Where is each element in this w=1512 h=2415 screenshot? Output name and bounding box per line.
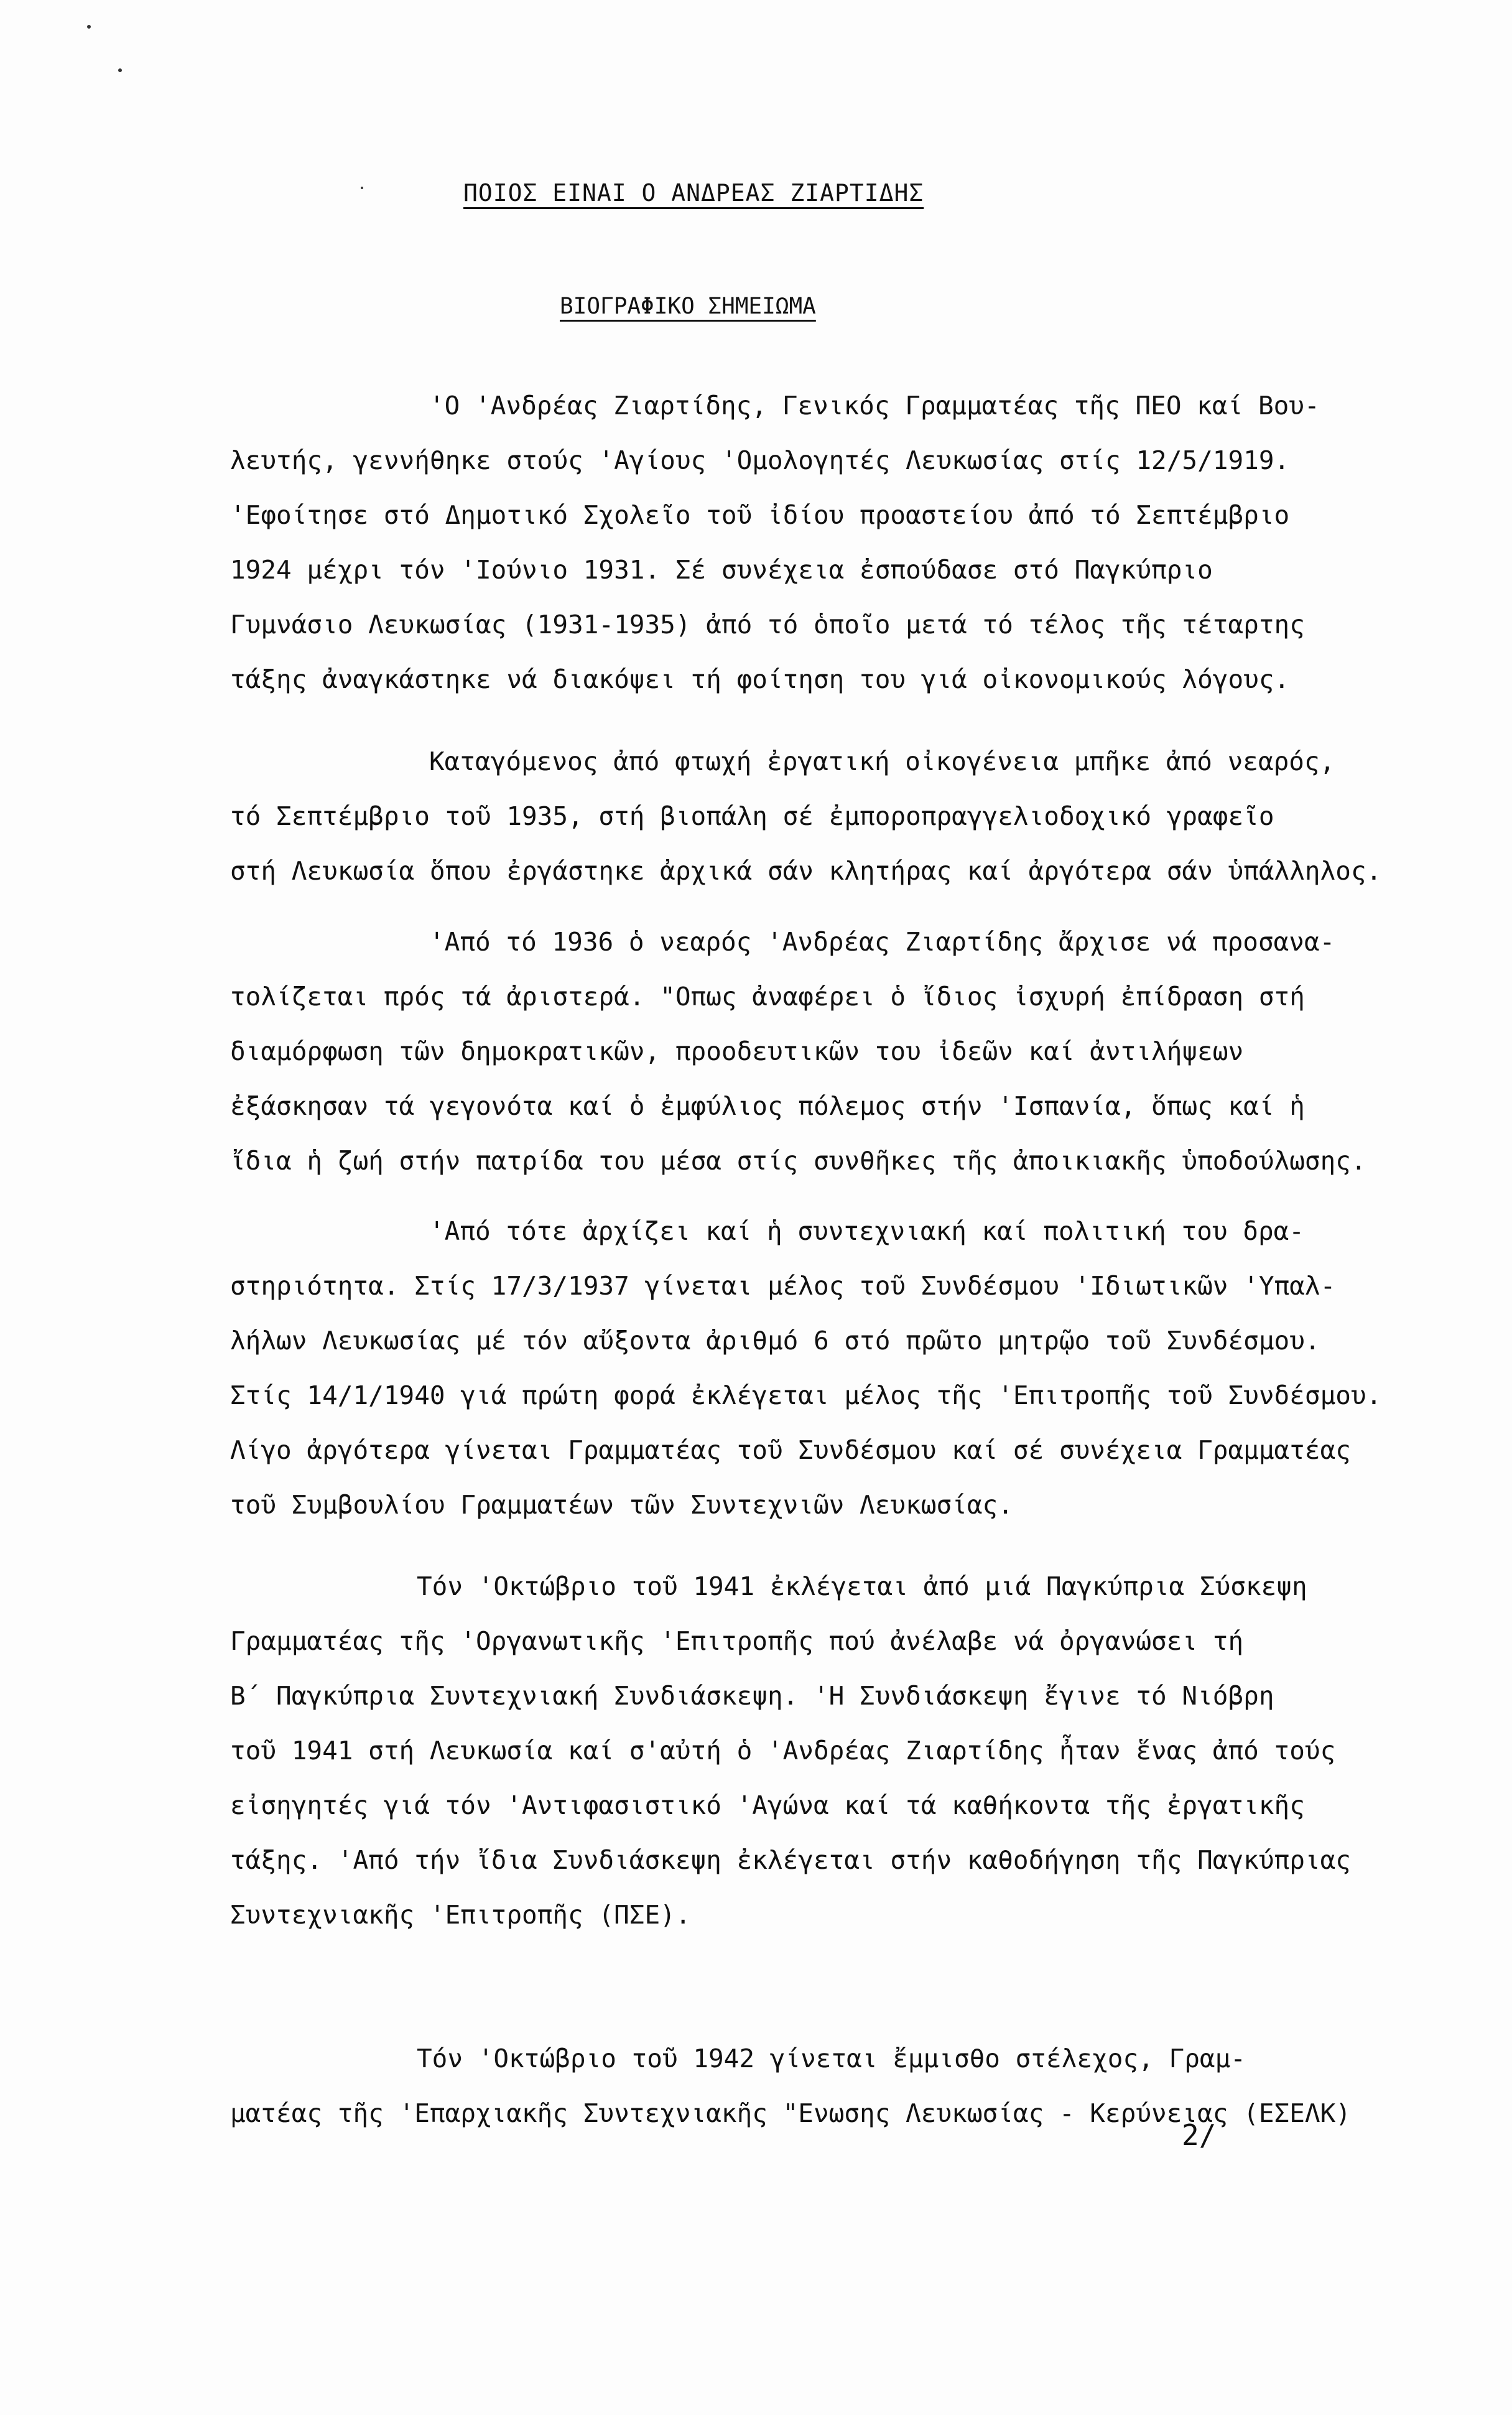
text-line: Λίγο ἀργότερα γίνεται Γραμματέας τοῦ Συνδέσμου καί σέ συνέχεια Γραμματέας — [230, 1435, 1351, 1465]
paragraph — [230, 734, 1381, 898]
text-line: Τόν 'Οκτώβριο τοῦ 1941 ἐκλέγεται ἀπό μιά Παγκύπρια Σύσκεψη — [417, 1571, 1307, 1601]
text-line: λήλων Λευκωσίας μέ τόν αὔξοντα ἀριθμό 6 στό πρῶτο μητρῷο τοῦ Συνδέσμου. — [230, 1326, 1320, 1356]
text-line: ματέας τῆς 'Επαρχιακῆς Συντεχνιακῆς "Ενωσης Λευκωσίας - Κερύνειας (ΕΣΕΛΚ) — [230, 2098, 1351, 2128]
text-line: λευτής, γεννήθηκε στούς 'Αγίους 'Ομολογητές Λευκωσίας στίς 12/5/1919. — [230, 445, 1290, 475]
scan-speck — [118, 68, 122, 72]
text-line: εἰσηγητές γιά τόν 'Αντιφασιστικό 'Αγώνα καί τά καθήκοντα τῆς ἐργατικῆς — [230, 1790, 1305, 1820]
text-line: τοῦ Συμβουλίου Γραμματέων τῶν Συντεχνιῶν Λευκωσίας. — [230, 1490, 1013, 1520]
text-line: Γραμματέας τῆς 'Οργανωτικῆς 'Επιτροπῆς πού ἀνέλαβε νά ὀργανώσει τή — [230, 1626, 1244, 1656]
text-line: ἴδια ἡ ζωή στήν πατρίδα του μέσα στίς συνθῆκες τῆς ἀποικιακῆς ὑποδούλωσης. — [230, 1146, 1366, 1176]
paragraph — [230, 1559, 1351, 1942]
text-line: Καταγόμενος ἀπό φτωχή ἐργατική οἰκογένεια μπῆκε ἀπό νεαρός, — [429, 747, 1335, 776]
text-line: τάξης. 'Από τήν ἴδια Συνδιάσκεψη ἐκλέγεται στήν καθοδήγηση τῆς Παγκύπριας — [230, 1845, 1351, 1875]
text-line: Γυμνάσιο Λευκωσίας (1931-1935) ἀπό τό ὁποῖο μετά τό τέλος τῆς τέταρτης — [230, 610, 1305, 640]
document-subtitle: ΒΙΟΓΡΑΦΙΚΟ ΣΗΜΕΙΩΜΑ — [560, 294, 816, 319]
scan-speck — [87, 25, 91, 29]
text-line: ἐξάσκησαν τά γεγονότα καί ὁ ἐμφύλιος πόλεμος στήν 'Ισπανία, ὅπως καί ἡ — [230, 1091, 1305, 1121]
text-line: Τόν 'Οκτώβριο τοῦ 1942 γίνεται ἔμμισθο στέλεχος, Γραμ- — [417, 2044, 1246, 2073]
text-line: Στίς 14/1/1940 γιά πρώτη φορά ἐκλέγεται μέλος τῆς 'Επιτροπῆς τοῦ Συνδέσμου. — [230, 1380, 1382, 1410]
text-line: 1924 μέχρι τόν 'Ιούνιο 1931. Σέ συνέχεια ἐσπούδασε στό Παγκύπριο — [230, 555, 1213, 585]
paragraph — [230, 1204, 1381, 1532]
text-line: διαμόρφωση τῶν δημοκρατικῶν, προοδευτικῶν του ἰδεῶν καί ἀντιλήψεων — [230, 1036, 1244, 1066]
document-title: ΠΟΙΟΣ ΕΙΝΑΙ Ο ΑΝΔΡΕΑΣ ΖΙΑΡΤΙΔΗΣ — [463, 179, 924, 207]
paragraph — [230, 914, 1366, 1188]
text-line: 'Από τότε ἀρχίζει καί ἡ συντεχνιακή καί πολιτική του δρα- — [429, 1216, 1304, 1246]
text-line: τολίζεται πρός τά ἀριστερά. "Οπως ἀναφέρει ὁ ἴδιος ἰσχυρή ἐπίδραση στή — [230, 982, 1305, 1012]
text-line: τό Σεπτέμβριο τοῦ 1935, στή βιοπάλη σέ ἐμπορoπραγγελιοδοχικό γραφεῖο — [230, 801, 1274, 831]
page-number: 2/ — [1182, 2118, 1217, 2152]
text-line: 'Εφοίτησε στό Δημοτικό Σχολεῖο τοῦ ἰδίου προαστείου ἀπό τό Σεπτέμβριο — [230, 500, 1290, 530]
text-line: 'Ο 'Ανδρέας Ζιαρτίδης, Γενικός Γραμματέας τῆς ΠΕΟ καί Βου- — [429, 391, 1320, 421]
text-line: 'Από τό 1936 ὁ νεαρός 'Ανδρέας Ζιαρτίδης ἄρχισε νά προσανα- — [429, 927, 1335, 957]
text-line: Β΄ Παγκύπρια Συντεχνιακή Συνδιάσκεψη. 'Η Συνδιάσκεψη ἔγινε τό Νιόβρη — [230, 1681, 1274, 1711]
text-line: στηριότητα. Στίς 17/3/1937 γίνεται μέλος τοῦ Συνδέσμου 'Ιδιωτικῶν 'Υπαλ- — [230, 1271, 1336, 1301]
text-line: Συντεχνιακῆς 'Επιτροπῆς (ΠΣΕ). — [230, 1900, 691, 1930]
text-line: τάξης ἀναγκάστηκε νά διακόψει τή φοίτηση του γιά οἰκονομικούς λόγους. — [230, 664, 1290, 694]
paragraph — [230, 378, 1320, 707]
scan-speck — [361, 187, 363, 189]
text-line: στή Λευκωσία ὅπου ἐργάστηκε ἀρχικά σάν κλητήρας καί ἀργότερα σάν ὑπάλληλος. — [230, 856, 1382, 886]
text-line: τοῦ 1941 στή Λευκωσία καί σ'αὐτή ὁ 'Ανδρέας Ζιαρτίδης ἦταν ἕνας ἀπό τούς — [230, 1736, 1336, 1766]
